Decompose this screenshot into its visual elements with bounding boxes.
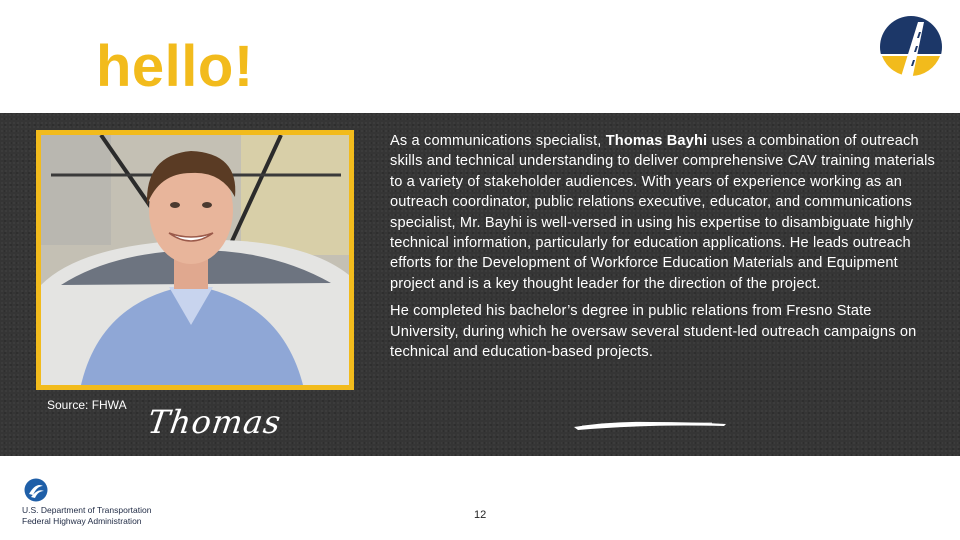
bio-text [390, 131, 942, 369]
bio-paragraph-1 [390, 131, 942, 294]
usdot-emblem-icon [24, 478, 48, 502]
footer-logo-line-2: Federal Highway Administration [22, 516, 142, 526]
portrait-photo [41, 135, 349, 385]
bio-body: uses a combination of outreach skills and technical understanding to deliver comprehensive CAV training materials to a variety of stakeholder audiences. With years of experience working as an outreach coordinator, public relations executive, educator, and communications specialist, Mr. Bayhi is well-versed in using his expertise to disambiguate highly technical information, particularly for education applications. He leads outreach efforts for the Development of Workforce Education Materials and Equipment project and is a key thought leader for the direction of the project. [390, 133, 935, 292]
road-logo-icon [878, 14, 944, 80]
person-name: Thomas Bayhi [605, 133, 708, 149]
signature: Thomas [145, 403, 284, 441]
portrait-frame [36, 130, 354, 390]
bio-paragraph-2: He completed his bachelor’s degree in public relations from Fresno State University, during which he oversaw several student-led outreach campaigns on technical and education-based projects. [390, 303, 917, 361]
footer-logo-line-1: U.S. Department of Transportation [22, 505, 152, 515]
usdot-fhwa-logo [22, 478, 152, 528]
page-number: 12 [474, 509, 487, 521]
photo-source-caption: Source: FHWA [47, 398, 127, 412]
slide-title: hello! [96, 34, 254, 99]
bio-intro: As a communications specialist, [390, 133, 606, 149]
brush-stroke-divider [572, 418, 728, 432]
